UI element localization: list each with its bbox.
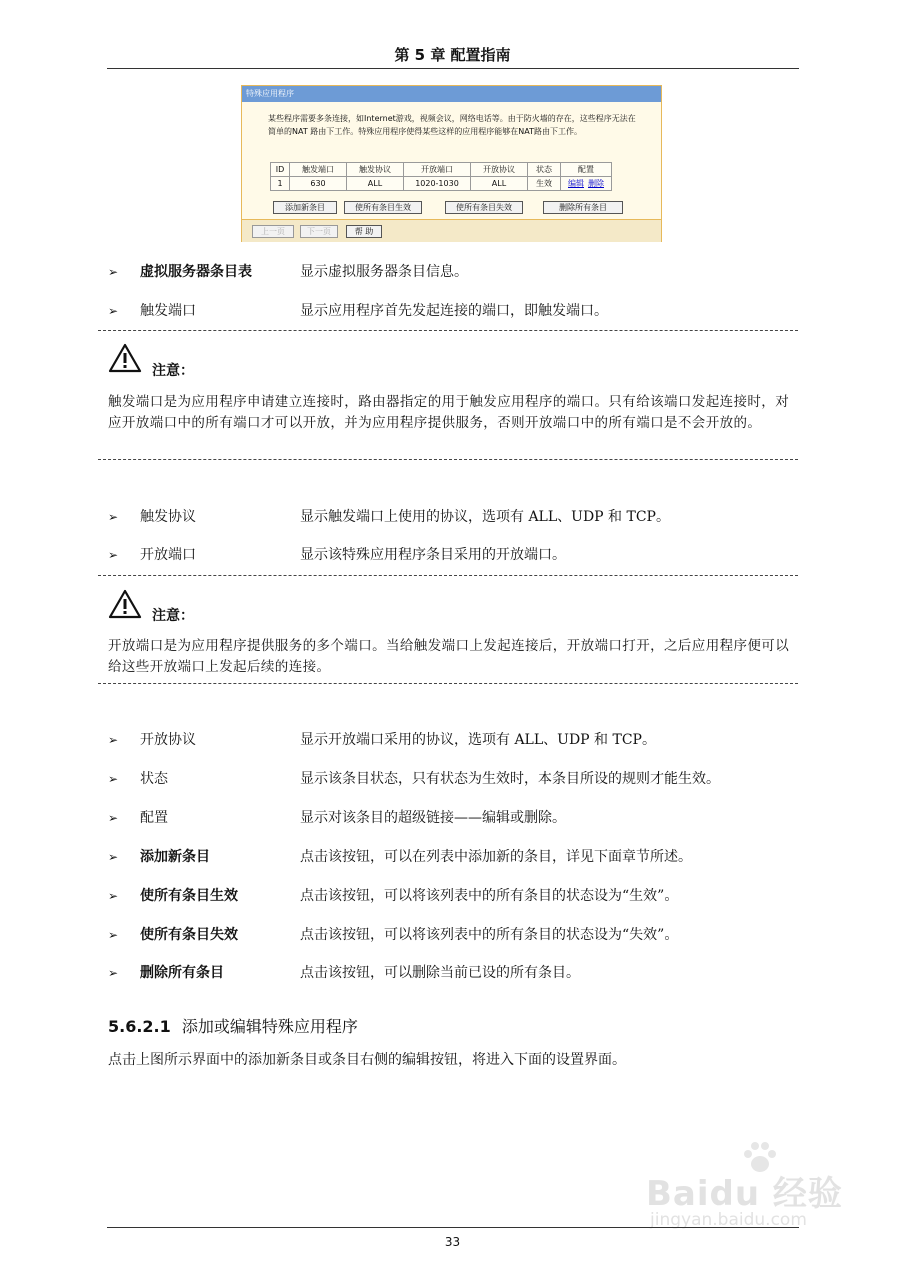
list-item [108,886,808,906]
col-trigger-protocol: 触发协议 [347,163,404,177]
item-desc: 点击该按钮，可以将该列表中的所有条目的状态设为“失效”。 [300,927,679,943]
item-term: 添加新条目 [140,849,210,865]
bullet-arrow-icon: ➢ [108,548,119,562]
cell-trigger-port: 630 [290,177,347,191]
list-item [108,262,808,282]
item-term: 使所有条目生效 [140,888,238,904]
list-item [108,963,808,983]
warning-icon [108,343,142,373]
disable-all-button[interactable]: 使所有条目失效 [445,201,523,214]
section-number: 5.6.2.1 [108,1017,171,1036]
item-desc: 显示应用程序首先发起连接的端口，即触发端口。 [300,303,608,319]
dashed-divider [98,330,798,331]
router-ui-screenshot [241,85,662,242]
item-term: 配置 [140,810,168,826]
delete-link[interactable]: 删除 [588,179,604,188]
bullet-arrow-icon: ➢ [108,889,119,903]
note-label: 注意： [152,608,194,624]
item-term: 状态 [140,771,168,787]
cell-status: 生效 [528,177,561,191]
list-item [108,545,808,565]
bullet-arrow-icon: ➢ [108,850,119,864]
next-page-button[interactable]: 下一页 [300,225,338,238]
dashed-divider [98,575,798,576]
col-id: ID [271,163,290,177]
bullet-arrow-icon: ➢ [108,811,119,825]
page-header-title: 第 5 章 配置指南 [394,46,511,64]
bullet-arrow-icon: ➢ [108,966,119,980]
section-heading [108,1014,358,1037]
cell-id: 1 [271,177,290,191]
col-open-protocol: 开放协议 [471,163,528,177]
item-desc: 显示该特殊应用程序条目采用的开放端口。 [300,547,566,563]
baidu-jingyan-watermark [640,1140,870,1240]
edit-link[interactable]: 编辑 [568,179,584,188]
prev-page-button[interactable]: 上一页 [252,225,294,238]
special-app-table [270,162,612,191]
watermark-url: jingyan.baidu.com [650,1210,807,1230]
col-status: 状态 [528,163,561,177]
item-term: 开放端口 [140,547,196,563]
item-desc: 点击该按钮，可以删除当前已设的所有条目。 [300,965,580,981]
bullet-arrow-icon: ➢ [108,928,119,942]
bullet-arrow-icon: ➢ [108,265,119,279]
col-trigger-port: 触发端口 [290,163,347,177]
note-text: 触发端口是为应用程序申请建立连接时，路由器指定的用于触发应用程序的端口。只有给该端口发起连接时，对应开放端口中的所有端口才可以开放，并为应用程序提供服务，否则开放端口中的所有端口是不会开放的。 [108,394,790,431]
bullet-arrow-icon: ➢ [108,733,119,747]
list-item [108,730,808,750]
list-item [108,769,808,789]
list-item [108,925,808,945]
header-divider [107,68,799,69]
note-label: 注意： [152,363,194,379]
bullet-arrow-icon: ➢ [108,304,119,318]
list-item [108,808,808,828]
section-title: 添加或编辑特殊应用程序 [181,1017,358,1036]
cell-open-port: 1020-1030 [404,177,471,191]
cell-trigger-protocol: ALL [347,177,404,191]
item-term: 使所有条目失效 [140,927,238,943]
list-item [108,507,808,527]
item-desc: 显示该条目状态，只有状态为生效时，本条目所设的规则才能生效。 [300,771,720,787]
watermark-logo: Baidu 经验 [646,1174,843,1214]
item-desc: 点击该按钮，可以将该列表中的所有条目的状态设为“生效”。 [300,888,679,904]
warning-icon [108,589,142,619]
col-open-port: 开放端口 [404,163,471,177]
col-config: 配置 [561,163,612,177]
bullet-arrow-icon: ➢ [108,772,119,786]
list-item [108,847,808,867]
dashed-divider [98,683,798,684]
bullet-arrow-icon: ➢ [108,510,119,524]
item-desc: 显示开放端口采用的协议，选项有 ALL、UDP 和 TCP。 [300,732,656,748]
item-desc: 显示触发端口上使用的协议，选项有 ALL、UDP 和 TCP。 [300,509,670,525]
item-desc: 点击该按钮，可以在列表中添加新的条目，详见下面章节所述。 [300,849,692,865]
item-term: 触发协议 [140,509,196,525]
item-term: 虚拟服务器条目表 [140,264,252,280]
cell-open-protocol: ALL [471,177,528,191]
router-panel-title: 特殊应用程序 [242,86,661,102]
dashed-divider [98,459,798,460]
item-desc: 显示对该条目的超级链接——编辑或删除。 [300,810,566,826]
page-number: 33 [444,1235,461,1249]
section-paragraph: 点击上图所示界面中的添加新条目或条目右侧的编辑按钮，将进入下面的设置界面。 [108,1052,626,1068]
list-item [108,301,808,321]
cell-config [561,177,612,191]
note-text: 开放端口是为应用程序提供服务的多个端口。当给触发端口上发起连接后，开放端口打开，之后应用程序便可以给这些开放端口上发起后续的连接。 [108,638,790,675]
item-term: 触发端口 [140,303,196,319]
table-header-row [271,163,612,177]
delete-all-button[interactable]: 删除所有条目 [543,201,623,214]
enable-all-button[interactable]: 使所有条目生效 [344,201,422,214]
router-description: 某些程序需要多条连接，如Internet游戏，视频会议，网络电话等。由于防火墙的存在，这些程序无法在简单的NAT 路由下工作。特殊应用程序使得某些这样的应用程序能够在NAT路由下工作。 [268,114,636,136]
footer-divider [107,1227,799,1228]
help-button[interactable]: 帮 助 [346,225,382,238]
item-term: 删除所有条目 [140,965,224,981]
item-term: 开放协议 [140,732,196,748]
add-entry-button[interactable]: 添加新条目 [273,201,337,214]
table-row [271,177,612,191]
item-desc: 显示虚拟服务器条目信息。 [300,264,468,280]
